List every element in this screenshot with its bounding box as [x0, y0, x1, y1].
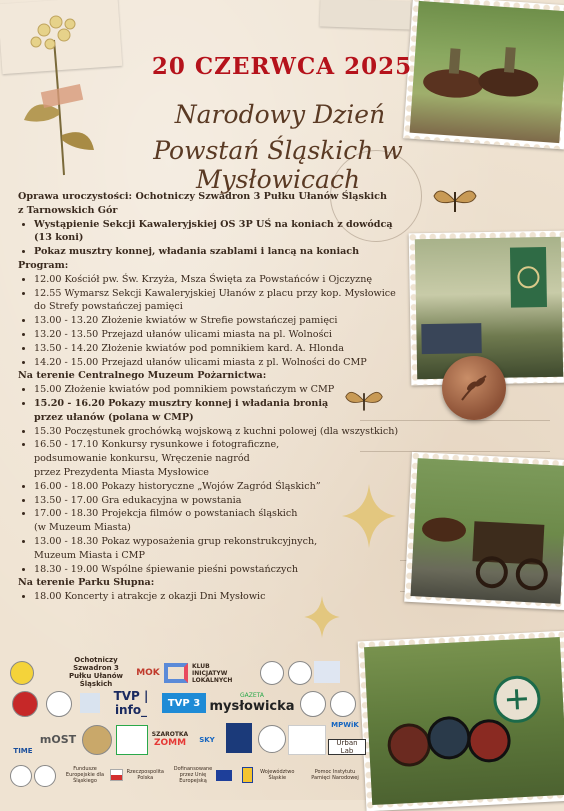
list-item — [34, 287, 408, 315]
list-item — [34, 507, 408, 535]
time-logo: TIME — [13, 747, 33, 755]
park-list — [18, 590, 408, 604]
title-line-2: Powstań Śląskich w Mysłowicach — [153, 136, 403, 194]
sponsor-logo — [12, 691, 38, 717]
muzeum-list — [18, 383, 408, 576]
rp-label: Rzeczpospolita Polska — [126, 769, 164, 781]
sponsor-logo — [34, 765, 56, 787]
list-item — [34, 397, 408, 425]
moth-illustration — [432, 184, 478, 218]
szwadron-logo: Ochotniczy Szwadron 3 Pułku Ułanów Śląskich — [68, 656, 124, 688]
sponsor-logo — [82, 725, 112, 755]
sponsor-logo — [10, 765, 32, 787]
list-item: • 15.00 Złożenie kwiatów pod pomnikiem powstańczym w CMP — [34, 383, 408, 397]
list-item-text: do Strefy powstańczej pamięci — [34, 301, 183, 313]
kik-logo — [164, 659, 254, 687]
sponsor-logo — [288, 725, 326, 755]
zomm-label: ZOMM — [153, 737, 187, 748]
list-item: • 15.30 Poczęstunek grochówką wojskową z kuchni polowej (dla wszystkich) — [34, 425, 408, 439]
event-date: 20 CZERWCA 2025 — [151, 53, 413, 80]
ipn-logo: Pomoc Instytutu Pamięci Narodowej — [311, 769, 359, 781]
sponsor-logos — [6, 655, 366, 795]
sponsor-logo — [10, 661, 34, 685]
list-item-text: 16.50 - 17.10 Konkursy rysunkowe i fotograficzne, — [34, 439, 280, 451]
list-item: • 18.30 - 19.00 Wspólne śpiewanie pieśni powstańczych — [34, 563, 408, 577]
sponsor-logo: MOK — [136, 668, 160, 678]
sponsor-logo — [258, 725, 286, 753]
list-item: • 12.00 Kościół pw. Św. Krzyża, Msza Święta za Powstańców i Ojczyznę — [34, 273, 408, 287]
rp-logo — [110, 763, 166, 787]
mpwik-logo: MPWiK — [331, 721, 359, 729]
program-list — [18, 273, 408, 370]
sponsor-logo — [116, 725, 148, 755]
sponsor-logo — [288, 661, 312, 685]
muzeum-heading: Na terenie Centralnego Muzeum Pożarnictwa: — [18, 370, 267, 382]
most-logo: mOST — [39, 732, 77, 746]
list-item-text: przez Prezydenta Miasta Mysłowice — [34, 466, 209, 478]
list-item-text: 13.00 - 18.30 Pokaz wyposażenia grup rekonstrukcyjnych, — [34, 535, 318, 547]
woj-crest-icon — [242, 767, 253, 783]
kik-label: KLUB INICJATYW LOKALNYCH — [192, 662, 233, 684]
oprawa-list — [18, 218, 408, 259]
szarotka-zomm-logo — [150, 721, 190, 757]
list-item-text: 15.20 - 16.20 Pokazy musztry konnej i władania bronią — [34, 397, 329, 409]
park-heading: Na terenie Parku Słupna: — [18, 577, 155, 589]
list-item-text: 12.55 Wymarsz Sekcji Kawaleryjskiej Ułanów z placu przy kop. Mysłowice — [34, 287, 396, 299]
oprawa-heading: Oprawa uroczystości: Ochotniczy Szwadron 3 Pułku Ułanów Śląskich — [18, 191, 388, 202]
eu-flag-icon — [216, 770, 232, 781]
list-item-text: (w Muzeum Miasta) — [34, 522, 131, 534]
fundusze-logo: Fundusze Europejskie dla Śląskiego — [65, 766, 105, 784]
sponsor-logo — [300, 691, 326, 717]
list-item: • 14.20 - 15.00 Przejazd ułanów ulicami miasta z pl. Wolności do CMP — [34, 356, 408, 370]
sponsor-logo — [314, 661, 340, 683]
program-heading: Program: — [18, 259, 69, 271]
myslowicka-label: mysłowicka — [209, 699, 295, 714]
list-item: • 16.00 - 18.00 Pokazy historyczne „Wojów Zagród Śląskich” — [34, 480, 408, 494]
list-item: • 13.50 - 14.20 Złożenie kwiatów pod pomnikiem kard. A. Hlonda — [34, 342, 408, 356]
list-item — [34, 535, 408, 563]
ue-label: Dofinansowane przez Unię Europejską — [173, 766, 213, 784]
list-item — [34, 438, 408, 479]
list-item: • 13.00 - 13.20 Złożenie kwiatów w Strefie powstańczej pamięci — [34, 314, 408, 328]
list-item: • Pokaz musztry konnej, władania szablami i lancą na koniach — [34, 245, 408, 259]
sponsor-logo — [330, 691, 356, 717]
oprawa-heading-cont: z Tarnowskich Gór — [18, 204, 118, 216]
gazeta-label: GAZETA — [240, 692, 264, 699]
list-item: • 18.00 Koncerty i atrakcje z okazji Dni Mysłowic — [34, 590, 408, 604]
urban-lab-logo: Urban Lab — [328, 739, 366, 755]
woj-label: Województwo Śląskie — [260, 769, 295, 781]
list-item-text: podsumowanie konkursu, Wręczenie nagród — [34, 453, 250, 465]
list-item: • 13.50 - 17.00 Gra edukacyjna w powstania — [34, 494, 408, 508]
tvp-info-logo: TVP | info_ — [113, 689, 149, 717]
sponsor-logo — [80, 693, 100, 713]
list-item-text: Muzeum Miasta i CMP — [34, 549, 145, 561]
torn-paper-scrap — [320, 0, 411, 30]
sponsor-logo — [46, 691, 72, 717]
photo-stamp-field-kitchen — [404, 452, 564, 610]
sponsor-logo — [226, 723, 252, 753]
photo-stamp-reenactors — [358, 631, 564, 811]
gazeta-myslowicka-logo — [210, 689, 294, 717]
szarotka-label: SZAROTKA — [151, 730, 189, 738]
program-content — [18, 190, 408, 604]
woj-logo — [242, 763, 300, 787]
sky-logo: SKY — [199, 736, 215, 744]
kik-icon — [164, 663, 188, 683]
polish-flag-icon — [110, 769, 123, 781]
sponsor-logo — [260, 661, 284, 685]
list-item: • Wystąpienie Sekcji Kawaleryjskiej OS 3P UŚ na koniach z dowódcą (13 koni) — [34, 218, 408, 246]
tvp3-logo: TVP 3 — [162, 693, 206, 713]
title-line-1: Narodowy Dzień — [174, 100, 386, 129]
list-item-text: przez ułanów (polana w CMP) — [34, 411, 194, 423]
wax-seal-decoration — [442, 356, 506, 420]
list-item: • 13.20 - 13.50 Przejazd ułanów ulicami miasta na pl. Wolności — [34, 328, 408, 342]
ue-logo — [168, 763, 236, 787]
list-item-text: 17.00 - 18.30 Projekcja filmów o powstaniach śląskich — [34, 508, 298, 520]
